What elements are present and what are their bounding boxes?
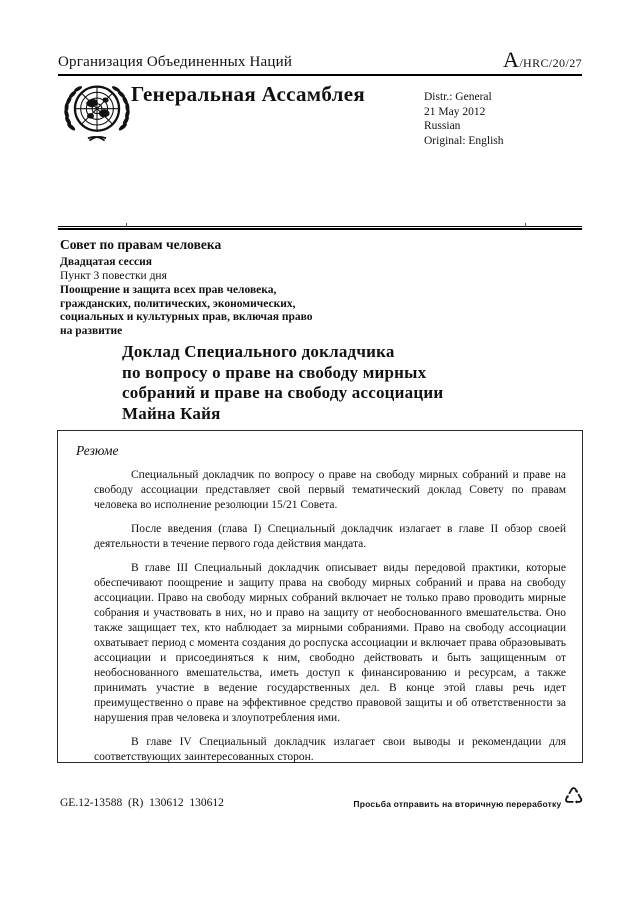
header-row [58,47,582,72]
agenda-title [60,284,400,338]
summary-box [57,430,583,763]
summary-paragraph: В главе III Специальный докладчик описывает виды передовой практики, которые обеспечивают поощрение и защиту права на свободу мирных собраний и права на свободу ассоциации. Право на свободу мирных собраний включает не только право проводить мирные собрания и участвовать в них, но и право на защиту от необоснованного вмешательства. Оно также защищает тех, кто наблюдает за мирными собраниями. Право на свободу ассоциации охватывает период с момента создания до роспуска ассоциации и включает права образовывать ассоциации и присоединяться к ним, свободно действовать и быть защищенным от необоснованного вмешательства, иметь доступ к финансированию и ресурсам, а также принимать участие в ведение государственных дел. В конце этой главы речь идет преимущественно о праве на эффективное средство правовой защиты и об ответственности за нарушения прав человека и злоупотребления ими. [94,562,566,724]
session-block [60,237,400,338]
report-title-line: собраний и праве на свободу ассоциации [122,383,444,402]
report-title [122,342,443,424]
distribution-block [424,90,504,148]
date-line: 21 May 2012 [424,105,486,118]
session-name: Двадцатая сессия [60,256,152,268]
summary-heading: Резюме [76,443,119,458]
document-symbol-number: /HRC/20/27 [519,56,582,70]
document-reference-number: GE.12-13588 (R) 130612 130612 [60,797,224,809]
agenda-title-line: Поощрение и защита всех прав человека, [60,284,277,296]
agenda-title-line: социальных и культурных прав, включая право [60,311,313,323]
agenda-title-line: на развитие [60,324,123,337]
body-name: Генеральная Ассамблея [131,82,366,106]
council-name: Совет по правам человека [60,237,222,252]
report-title-line: по вопросу о праве на свободу мирных [122,362,427,382]
header-rule [58,74,582,76]
rule-tick [525,223,526,227]
section-rule [58,226,582,230]
distr-line: Distr.: General [424,91,492,103]
summary-paragraph: Специальный докладчик по вопросу о праве на свободу мирных собраний и праве на свободу ассоциации представляет свой первый тематический доклад Совету по правам человека во исполнение резолюции 15/21 Совета. [94,469,566,511]
summary-paragraph: В главе IV Специальный докладчик излагает свои выводы и рекомендации для соответствующих заинтересованных сторон. [94,736,566,763]
original-language-line: Original: English [424,134,504,147]
report-title-line: Майна Кайя [122,403,221,423]
org-name: Организация Объединенных Наций [58,54,293,70]
recycle-notice [353,786,584,809]
recycle-icon: ♺ [563,784,584,810]
un-emblem-icon [59,79,135,149]
recycle-notice-text: Просьба отправить на вторичную переработку [353,798,562,809]
agenda-item: Пункт 3 повестки дня [60,269,167,282]
document-symbol-series: A [503,47,520,72]
rule-tick [126,223,127,227]
language-line: Russian [424,120,461,132]
report-title-line: Доклад Специального докладчика [122,342,395,361]
summary-paragraph: После введения (глава I) Специальный докладчик излагает в главе II обзор своей деятельности в течение первого года действия мандата. [94,523,566,550]
document-symbol [503,47,582,72]
agenda-title-line: гражданских, политических, экономических, [60,297,296,310]
